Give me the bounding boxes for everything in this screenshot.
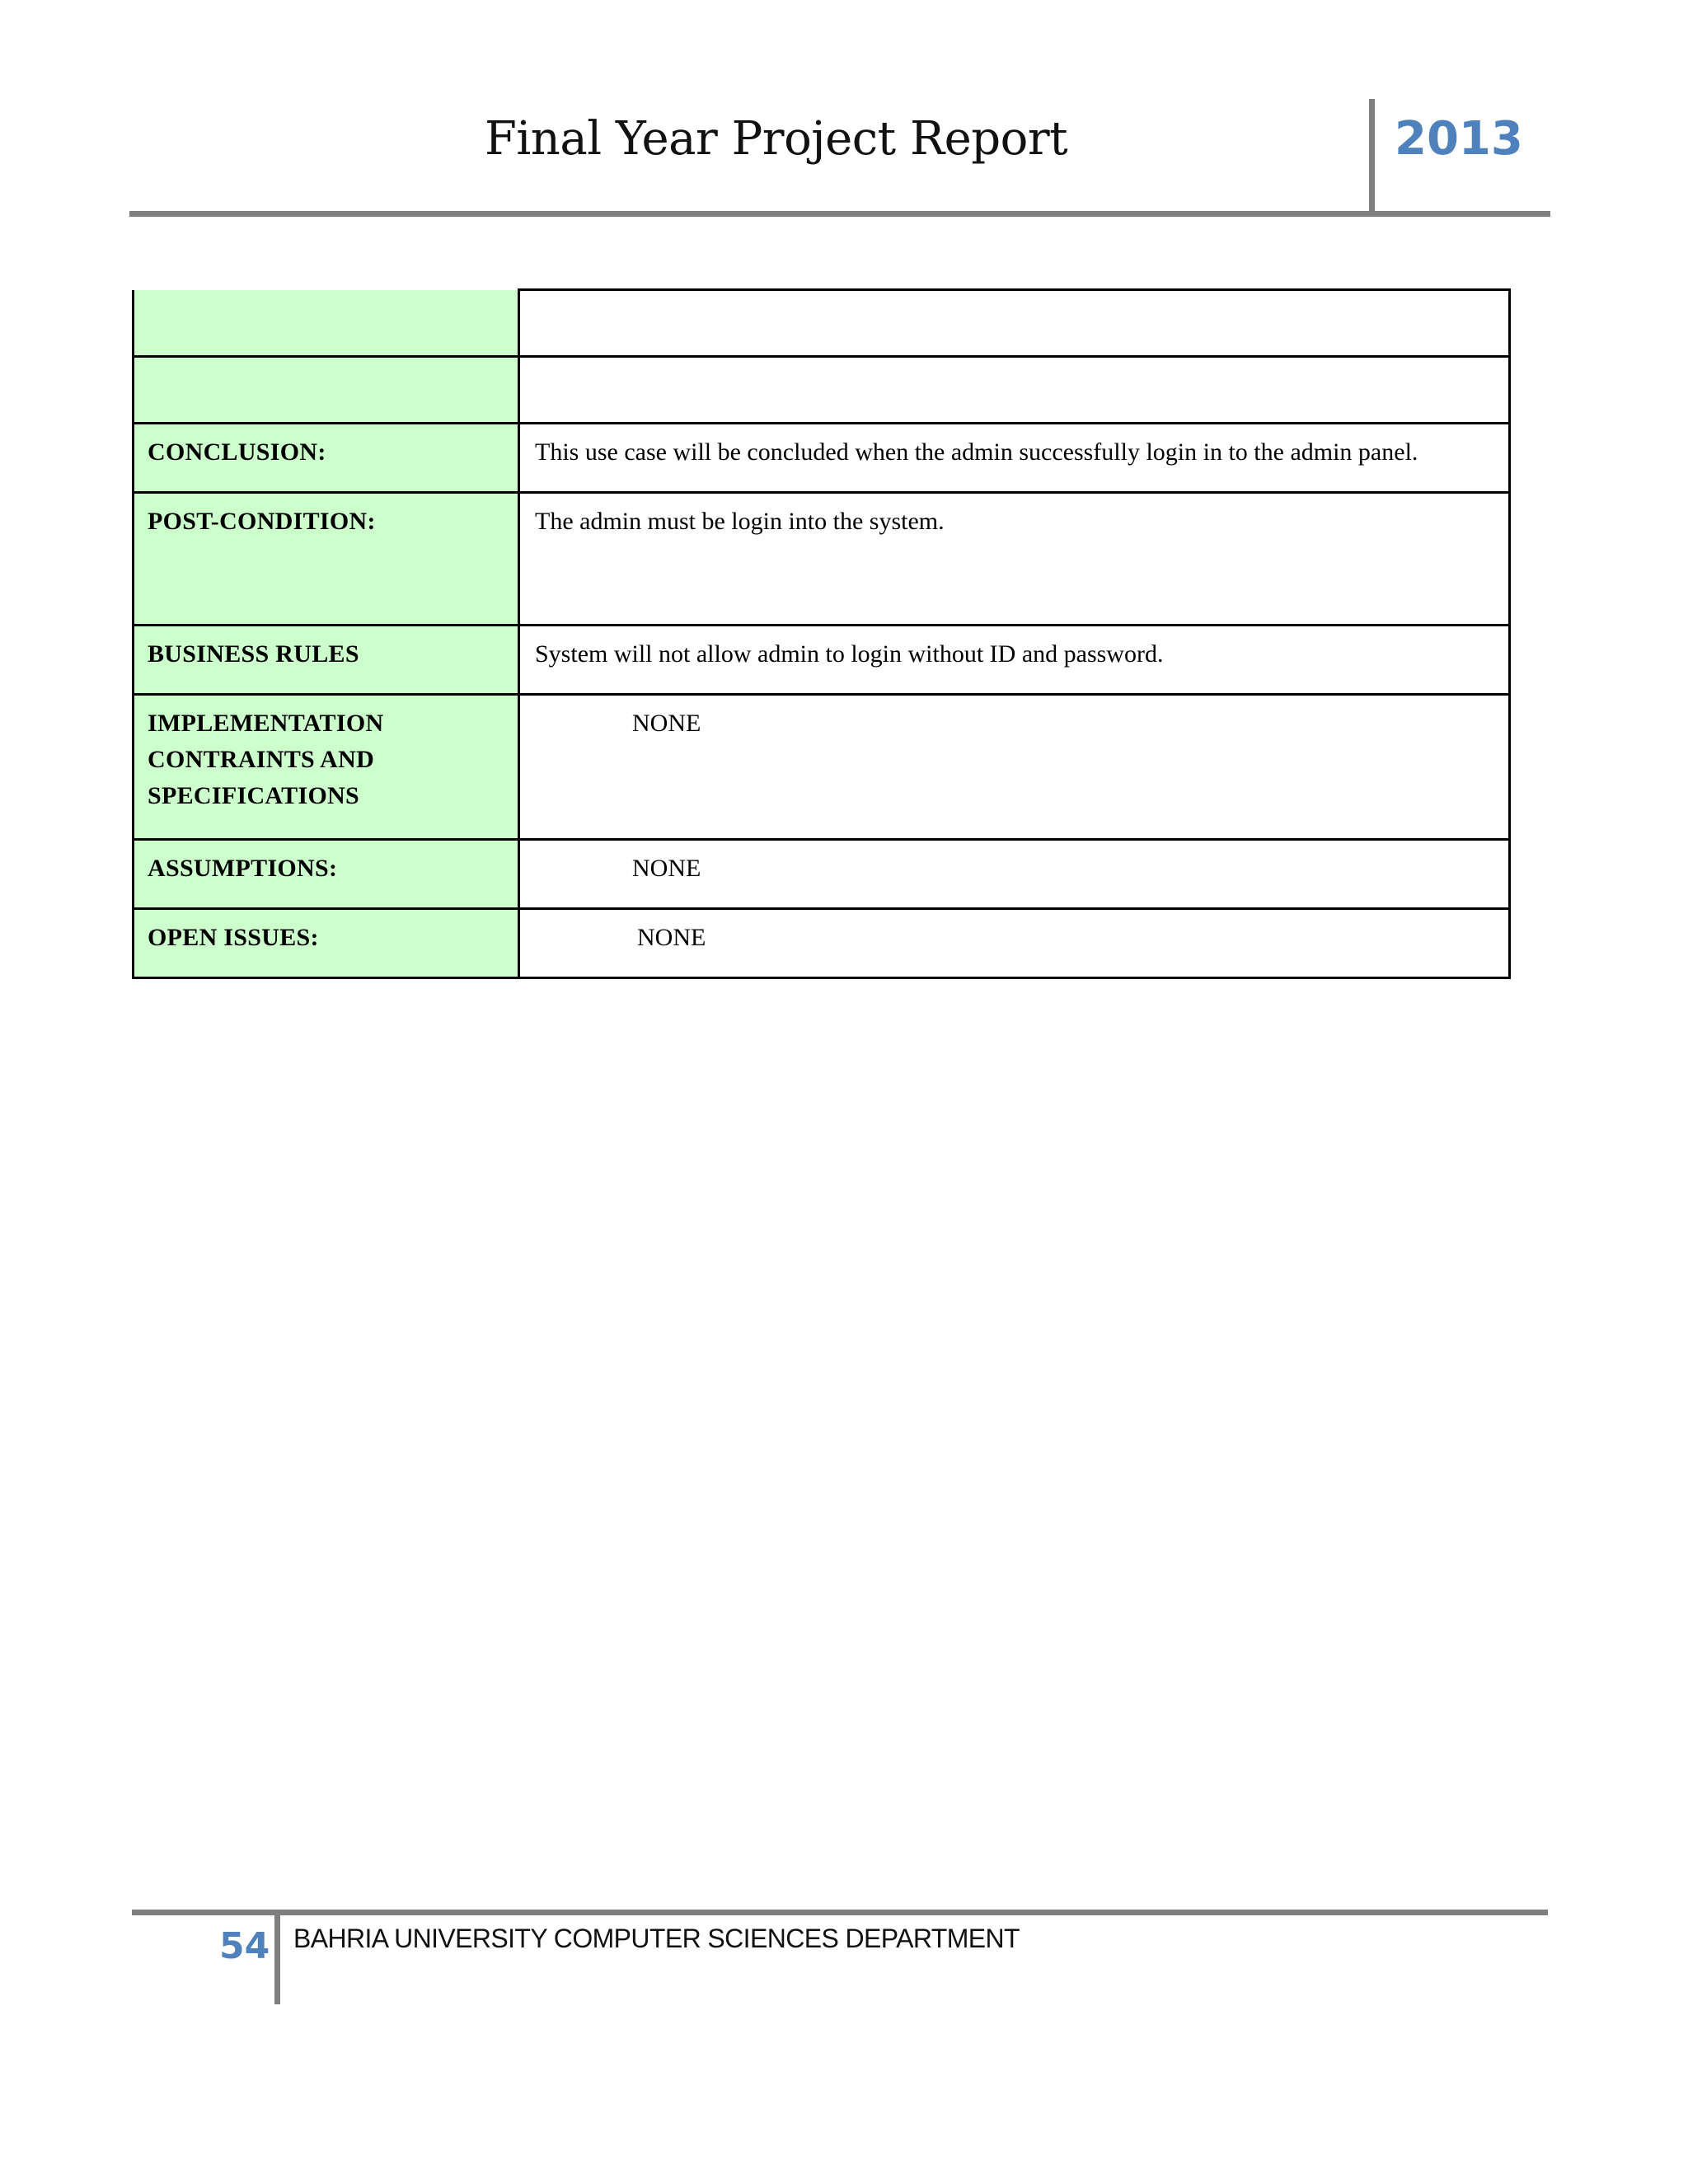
implementation-label: IMPLEMENTATION CONTRAINTS AND SPECIFICATIONS: [134, 695, 519, 840]
table-row: [134, 357, 1510, 424]
assumptions-value: NONE: [519, 840, 1510, 909]
conclusion-label: CONCLUSION:: [134, 424, 519, 493]
header-rule: [129, 211, 1550, 217]
implementation-value: NONE: [519, 695, 1510, 840]
table-row-implementation: [134, 695, 1510, 840]
post-condition-value: The admin must be login into the system.: [519, 493, 1510, 626]
business-rules-label: BUSINESS RULES: [134, 626, 519, 695]
footer-rule: [132, 1910, 1548, 1915]
table-row-conclusion: [134, 424, 1510, 493]
table-row: [134, 290, 1510, 357]
use-case-table: [132, 288, 1511, 979]
footer-department: BAHRIA UNIVERSITY COMPUTER SCIENCES DEPARTMENT: [293, 1924, 1020, 1953]
row-label: [134, 290, 519, 357]
row-value: [519, 290, 1510, 357]
row-value: [519, 357, 1510, 424]
conclusion-value: This use case will be concluded when the admin successfully login in to the admin panel.: [519, 424, 1510, 493]
table-row-open-issues: [134, 909, 1510, 978]
header-divider: [1369, 99, 1375, 216]
page-number: 54: [219, 1925, 270, 1967]
table-row-business-rules: [134, 626, 1510, 695]
open-issues-value: NONE: [519, 909, 1510, 978]
footer-divider: [274, 1915, 280, 2004]
post-condition-label: POST-CONDITION:: [134, 493, 519, 626]
report-title: Final Year Project Report: [485, 112, 1068, 166]
report-year: 2013: [1395, 112, 1523, 166]
table-row-post-condition: [134, 493, 1510, 626]
business-rules-value: System will not allow admin to login without ID and password.: [519, 626, 1510, 695]
table-row-assumptions: [134, 840, 1510, 909]
assumptions-label: ASSUMPTIONS:: [134, 840, 519, 909]
open-issues-label: OPEN ISSUES:: [134, 909, 519, 978]
row-label: [134, 357, 519, 424]
